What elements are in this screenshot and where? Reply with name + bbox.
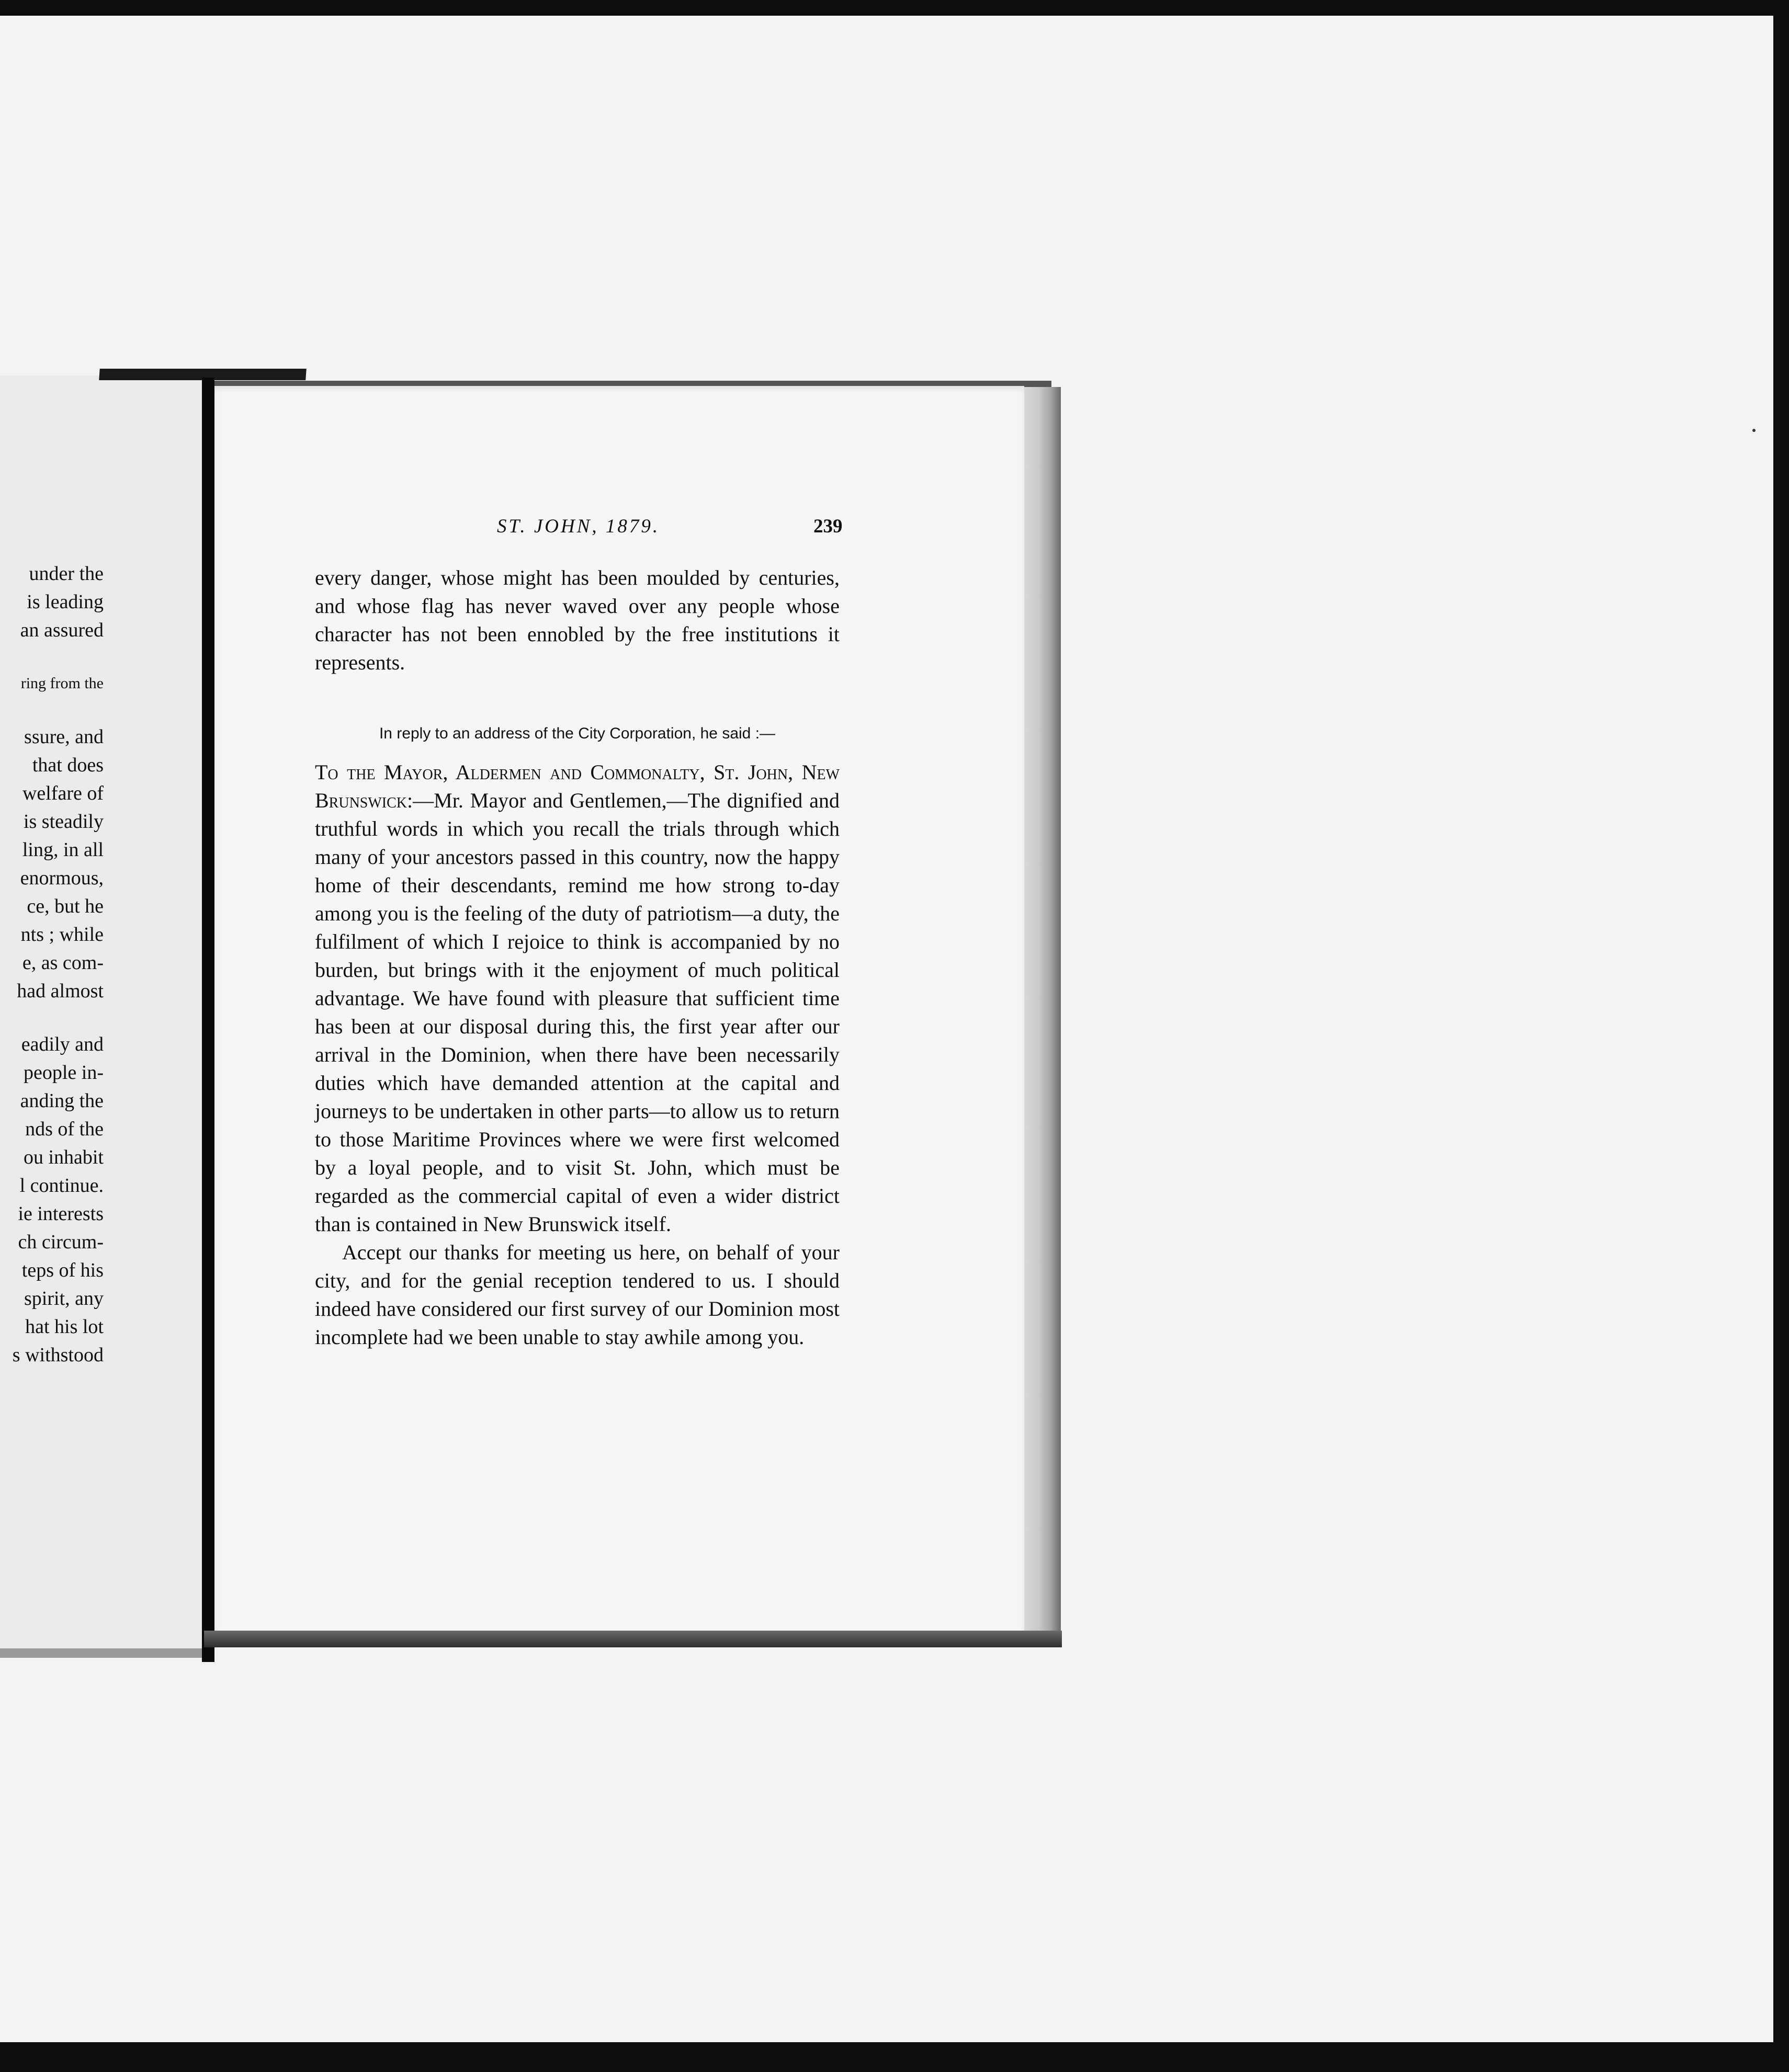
left-line: ce, but he	[27, 895, 104, 917]
scan-border-bottom	[0, 2042, 1789, 2072]
left-line: teps of his	[21, 1259, 104, 1281]
running-head: ST. JOHN, 1879.	[497, 516, 660, 537]
paragraph-text: :—Mr. Mayor and Gentlemen,—The dignified and truthful words in which you recall the trials through which many of your ancestors passed in this country, now the happy home of their descendants, remind me how strong to-day among you is the feeling of the duty of patriotism—a duty, the fulfilment of which I rejoice to think is accompanied by no burden, but brings with it the enjoyment of much political advantage. We have found with pleasure that sufficient time has been at our disposal during this, the first year after our arrival in the Dominion, when there have been necessarily duties which have demanded attention at the capital and journeys to be undertaken in other parts—to allow us to return to those Maritime Provinces where we were first welcomed by a loyal people, and to visit St. John, which must be regarded as the commercial capital of even a wider district than is contained in New Brunswick itself.	[315, 789, 840, 1236]
scan-border-top	[0, 0, 1789, 16]
left-line: enormous,	[20, 867, 104, 889]
left-line: an assured	[20, 619, 104, 641]
cover-board-bottom	[204, 1631, 1062, 1647]
intro-line: In reply to an address of the City Corporation, he said :—	[379, 725, 776, 742]
left-line: ling, in all	[22, 839, 104, 861]
left-line: people in-	[23, 1062, 104, 1084]
left-page-text	[13, 560, 104, 1369]
left-line: under the	[29, 563, 104, 585]
left-line: l continue.	[19, 1175, 104, 1197]
scan-speck	[1752, 429, 1756, 432]
page-number: 239	[813, 516, 843, 537]
left-line: ch circum-	[18, 1231, 104, 1253]
address-reply	[315, 758, 840, 1351]
opening-paragraph	[315, 564, 840, 677]
address-paragraph-2: Accept our thanks for meeting us here, on behalf of your city, and for the genial reception tendered to us. I should indeed have considered our first survey of our Dominion most incomplete had we been unable to stay awhile among you.	[315, 1240, 840, 1349]
left-line: nts ; while	[20, 924, 104, 946]
left-line: is steadily	[23, 811, 104, 833]
scan-border-right	[1773, 0, 1789, 2072]
left-page	[0, 375, 207, 1652]
left-footnote: ring from the	[20, 675, 104, 692]
salutation: To the Mayor, Aldermen and Commonalty, St. John, New Brunswick	[315, 760, 840, 812]
left-line: spirit, any	[24, 1288, 104, 1310]
left-line: had almost	[17, 980, 104, 1002]
left-page-edge	[0, 1648, 207, 1658]
left-line: welfare of	[22, 782, 104, 804]
left-line: eadily and	[21, 1033, 104, 1055]
left-line: is leading	[27, 591, 104, 613]
left-line: ie interests	[18, 1203, 104, 1225]
left-line: hat his lot	[25, 1316, 104, 1338]
left-line: ssure, and	[24, 726, 104, 748]
left-line: s withstood	[12, 1344, 104, 1366]
left-line: nds of the	[25, 1118, 104, 1140]
left-line: e, as com-	[22, 952, 104, 974]
left-line: ou inhabit	[23, 1146, 104, 1168]
paragraph-text: every danger, whose might has been moulded by centuries, and whose flag has never waved over any people whose character has not been ennobled by the free institutions it represents.	[315, 566, 840, 674]
book-spine-gutter	[202, 378, 214, 1662]
page-block-edge	[1024, 387, 1061, 1642]
left-line: that does	[32, 754, 104, 776]
left-line: anding the	[20, 1090, 104, 1112]
address-paragraph-1	[315, 758, 840, 1238]
